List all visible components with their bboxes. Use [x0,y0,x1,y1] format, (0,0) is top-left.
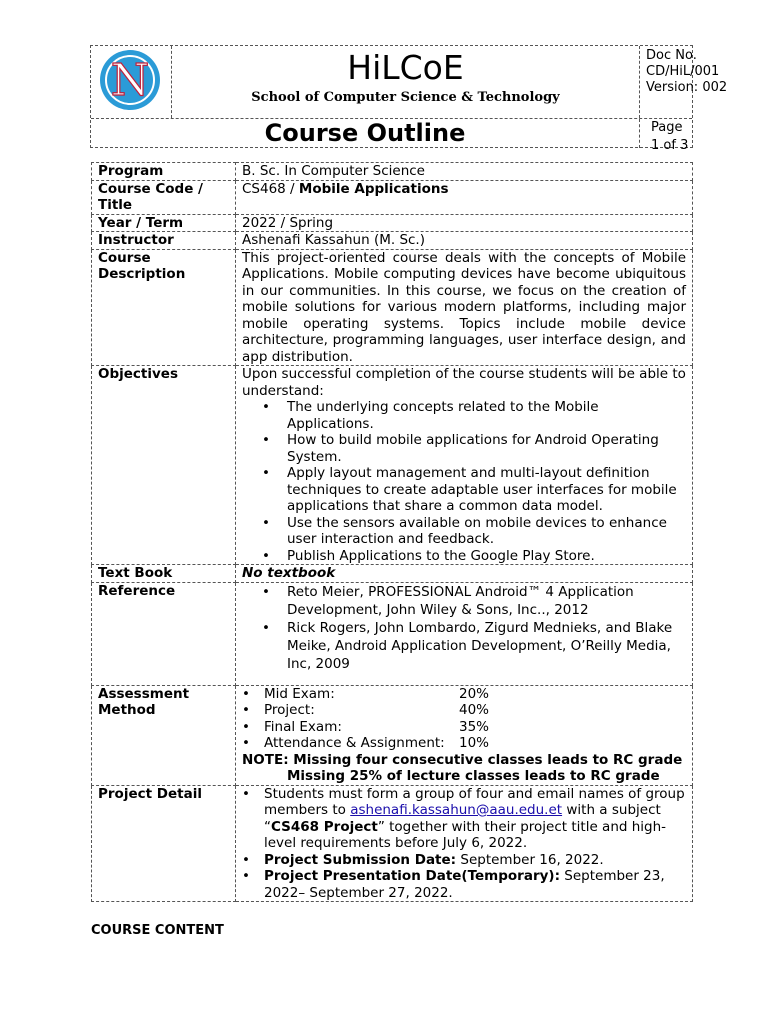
title-cell [172,46,640,118]
course-title: Mobile Applications [298,180,449,197]
row-label: Course Code / Title [92,180,236,214]
document-header [90,45,728,153]
assessment-pct: 40% [459,702,490,718]
list-item: • Rick Rogers, John Lombardo, Zigurd Mednieks, and Blake Meike, Android Application Development, O’Reilly Media, Inc, 2009 [242,619,686,673]
list-item: • Reto Meier, PROFESSIONAL Android™ 4 Application Development, John Wiley & Sons, Inc.., 2012 [242,583,686,619]
assessment-name: Attendance & Assignment: [264,735,445,751]
assessment-pct: 35% [459,718,490,735]
list-item [242,735,686,752]
textbook-value: No textbook [242,565,336,581]
table-row [92,366,693,565]
project-list [242,786,686,902]
course-code: CS468 / [242,180,299,197]
submission-label: Project Submission Date: [264,851,457,868]
table-row [92,565,693,583]
list-item [242,702,686,719]
assessment-pct: 10% [459,735,490,751]
row-label: Program [92,163,236,181]
table-row [92,232,693,250]
assessment-cell [236,685,693,785]
section-title: COURSE CONTENT [91,923,224,938]
list-item [242,868,686,901]
row-label: Year / Term [92,214,236,232]
table-row [92,785,693,902]
outline-cell [91,119,640,148]
list-item: • The underlying concepts related to the Mobile Applications. [242,399,686,432]
list-item [242,852,686,869]
row-value: B. Sc. In Computer Science [236,163,693,181]
presentation-label: Project Presentation Date(Temporary): [264,868,560,884]
logo-cell [91,46,172,118]
course-table [91,162,693,902]
table-row [92,163,693,181]
row-label: Project Detail [92,785,236,902]
reference-cell [236,582,693,685]
list-item: • How to build mobile applications for Android Operating System. [242,432,686,465]
objectives-cell [236,366,693,565]
row-label: Assessment Method [92,685,236,785]
assessment-pct: 20% [459,685,490,702]
assessment-name: Mid Exam: [264,685,335,702]
row-label: Course Description [92,249,236,366]
assessment-name: Project: [264,702,315,718]
page-title: Course Outline [264,119,466,147]
logo-letter: N [110,55,150,106]
assessment-name: Final Exam: [264,718,342,735]
table-row [92,249,693,366]
list-item [242,786,686,852]
row-value [236,565,693,583]
header-row-2 [91,118,692,153]
row-value [236,180,693,214]
submission-date: September 16, 2022. [456,851,604,868]
hilcoe-logo [100,50,160,110]
project-subject: CS468 Project [271,818,378,835]
assessment-note-2: Missing 25% of lecture classes leads to RC grade [287,768,660,784]
table-row [92,180,693,214]
list-item: • Use the sensors available on mobile devices to enhance user interaction and feedback. [242,515,686,548]
row-label: Reference [92,582,236,685]
row-value: 2022 / Spring [236,214,693,232]
objectives-list [242,399,686,564]
doc-info [640,46,768,118]
project-text: ” together with their project title and high-level requirements before July 6, 2022. [264,818,667,851]
assessment-note: NOTE: Missing four consecutive classes leads to RC grade [242,751,683,768]
objectives-intro: Upon successful completion of the course students will be able to understand: [242,366,686,399]
doc-number: CD/HiL/001 [646,64,720,79]
list-item [242,719,686,736]
doc-version: Version: 002 [646,80,728,95]
row-label: Instructor [92,232,236,250]
row-label: Objectives [92,366,236,565]
list-item [242,686,686,703]
doc-label: Doc No. [646,48,697,63]
list-item: • Publish Applications to the Google Play Store. [242,548,686,565]
course-description: This project-oriented course deals with the concepts of Mobile Applications. Mobile computing devices have become ubiquitous in our communities. In this course, we focus on the creation of mobile solutions for various modern platforms, including major mobile operating systems. Topics include mobile device architecture, programming languages, user interface design, and app distribution. [236,249,693,366]
row-label: Text Book [92,565,236,583]
school-name: School of Computer Science & Technology [251,90,560,105]
project-text: with a subject “ [264,802,661,835]
row-value: Ashenafi Kassahun (M. Sc.) [236,232,693,250]
table-row [92,582,693,685]
email-link[interactable]: ashenafi.kassahun@aau.edu.et [350,802,563,818]
presentation-date: September 23, 2022– September 27, 2022. [264,868,665,901]
org-name: HiLCoE [347,48,464,87]
project-cell [236,785,693,902]
project-text: Students must form a group of four and email names of group members to [264,785,685,818]
assessment-list [242,686,686,752]
table-row [92,214,693,232]
page-number: Page 1 of 3 [651,120,689,153]
table-row [92,685,693,785]
list-item: • Apply layout management and multi-layout definition techniques to create adaptable user interfaces for mobile applications that share a common data model. [242,465,686,515]
reference-list [242,583,686,673]
